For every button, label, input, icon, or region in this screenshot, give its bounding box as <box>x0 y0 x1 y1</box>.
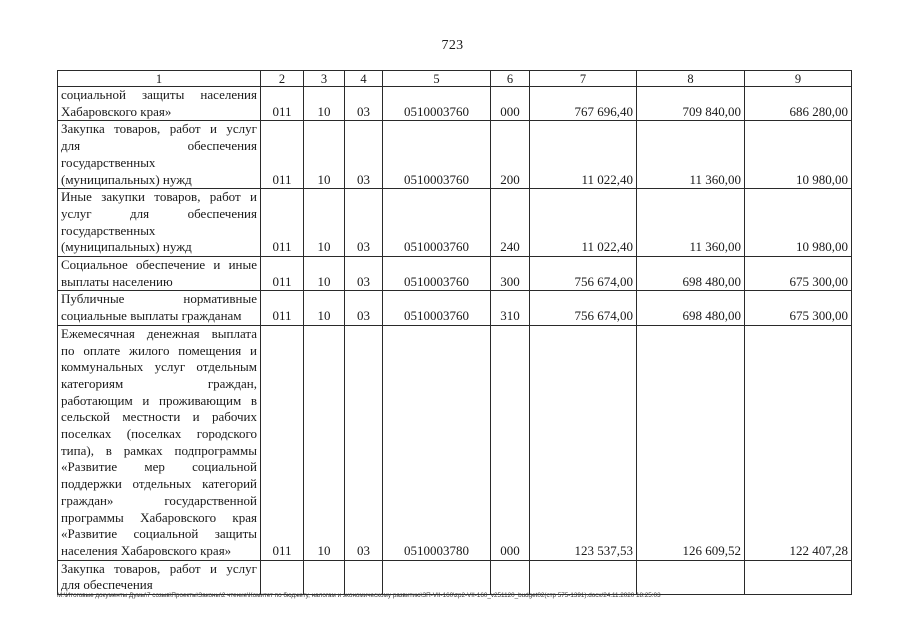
description-line: «Развитие мер социальной <box>61 459 257 475</box>
description-line: по оплате жилого помещения и <box>61 342 257 358</box>
target-article-cell: 0510003780 <box>383 325 491 560</box>
description-line: социальной защиты населения <box>61 87 257 102</box>
description-line: типа), в рамках подпрограммы <box>61 442 257 458</box>
description-line: (муниципальных) нужд <box>61 239 192 255</box>
description-line: для обеспечения <box>61 138 257 154</box>
description-line: Закупка товаров, работ и услуг <box>61 121 257 137</box>
code-cell: 011 <box>261 87 304 121</box>
column-number-header: 8 <box>637 71 745 87</box>
table-row <box>58 291 852 325</box>
section-cell <box>304 560 345 594</box>
description-line: сельской местности и рабочих <box>61 409 257 425</box>
row-description <box>58 87 261 121</box>
description-line: программы Хабаровского края <box>61 509 257 525</box>
amount-year3-cell: 675 300,00 <box>745 291 852 325</box>
column-number-header-row <box>58 71 852 87</box>
description-line: «Развитие социальной защиты <box>61 526 257 542</box>
amount-year1-cell: 767 696,40 <box>530 87 637 121</box>
column-number-header: 3 <box>304 71 345 87</box>
section-cell: 10 <box>304 87 345 121</box>
description-line: коммунальных услуг отдельным <box>61 359 257 375</box>
target-article-cell: 0510003760 <box>383 291 491 325</box>
subsection-cell: 03 <box>345 121 383 189</box>
subsection-cell: 03 <box>345 325 383 560</box>
description-line: социальные выплаты гражданам <box>61 308 242 324</box>
target-article-cell: 0510003760 <box>383 121 491 189</box>
table-row <box>58 325 852 560</box>
amount-year2-cell: 126 609,52 <box>637 325 745 560</box>
table-row <box>58 560 852 594</box>
description-line: Ежемесячная денежная выплата <box>61 325 257 341</box>
description-line: выплаты населению <box>61 273 173 289</box>
amount-year2-cell: 698 480,00 <box>637 257 745 291</box>
row-description <box>58 121 261 189</box>
table-row <box>58 87 852 121</box>
expense-type-cell: 200 <box>491 121 530 189</box>
amount-year3-cell: 675 300,00 <box>745 257 852 291</box>
row-description <box>58 325 261 560</box>
code-cell <box>261 560 304 594</box>
section-cell: 10 <box>304 325 345 560</box>
row-description <box>58 291 261 325</box>
amount-year1-cell: 11 022,40 <box>530 189 637 257</box>
amount-year3-cell: 122 407,28 <box>745 325 852 560</box>
row-description <box>58 189 261 257</box>
description-line: населения Хабаровского края» <box>61 542 232 558</box>
row-description <box>58 560 261 594</box>
section-cell: 10 <box>304 257 345 291</box>
amount-year1-cell <box>530 560 637 594</box>
subsection-cell: 03 <box>345 257 383 291</box>
description-line: поселках (поселках городского <box>61 426 257 442</box>
target-article-cell: 0510003760 <box>383 257 491 291</box>
subsection-cell: 03 <box>345 87 383 121</box>
column-number-header: 9 <box>745 71 852 87</box>
column-number-header: 2 <box>261 71 304 87</box>
amount-year1-cell: 756 674,00 <box>530 257 637 291</box>
column-number-header: 4 <box>345 71 383 87</box>
description-line: работающим и проживающим в <box>61 392 257 408</box>
amount-year3-cell: 10 980,00 <box>745 189 852 257</box>
description-line: для обеспечения <box>61 577 153 593</box>
amount-year3-cell: 686 280,00 <box>745 87 852 121</box>
subsection-cell <box>345 560 383 594</box>
amount-year1-cell: 11 022,40 <box>530 121 637 189</box>
expense-type-cell <box>491 560 530 594</box>
budget-table <box>57 70 852 595</box>
amount-year2-cell: 709 840,00 <box>637 87 745 121</box>
row-description <box>58 257 261 291</box>
target-article-cell: 0510003760 <box>383 87 491 121</box>
table-row <box>58 257 852 291</box>
subsection-cell: 03 <box>345 291 383 325</box>
amount-year2-cell: 698 480,00 <box>637 291 745 325</box>
expense-type-cell: 000 <box>491 87 530 121</box>
code-cell: 011 <box>261 189 304 257</box>
description-line: Закупка товаров, работ и услуг <box>61 560 257 576</box>
document-path-footer: M:\Итоговые документы Думы\7 созыв\Проекты\Законы\2 чтение\Комитет по бюджету, налогам и экономическому развитию\ЗП-VII-160\zp2-VII-160_v251120_budget02(стр 575-1391).docx/24.11.2020 18:25:03 <box>57 592 661 599</box>
target-article-cell <box>383 560 491 594</box>
code-cell: 011 <box>261 325 304 560</box>
table-row <box>58 189 852 257</box>
description-line: Публичные нормативные <box>61 291 257 307</box>
amount-year2-cell: 11 360,00 <box>637 121 745 189</box>
code-cell: 011 <box>261 121 304 189</box>
amount-year3-cell <box>745 560 852 594</box>
description-line: государственных <box>61 154 156 170</box>
code-cell: 011 <box>261 291 304 325</box>
subsection-cell: 03 <box>345 189 383 257</box>
column-number-header: 5 <box>383 71 491 87</box>
description-line: поддержки отдельных категорий <box>61 476 257 492</box>
description-line: граждан» государственной <box>61 492 257 508</box>
code-cell: 011 <box>261 257 304 291</box>
amount-year3-cell: 10 980,00 <box>745 121 852 189</box>
amount-year1-cell: 756 674,00 <box>530 291 637 325</box>
column-number-header: 1 <box>58 71 261 87</box>
description-line: услуг для обеспечения <box>61 205 257 221</box>
page-number: 723 <box>441 38 464 53</box>
column-number-header: 7 <box>530 71 637 87</box>
description-line: Иные закупки товаров, работ и <box>61 189 257 205</box>
amount-year2-cell: 11 360,00 <box>637 189 745 257</box>
amount-year1-cell: 123 537,53 <box>530 325 637 560</box>
table-row <box>58 121 852 189</box>
description-line: Социальное обеспечение и иные <box>61 257 257 273</box>
column-number-header: 6 <box>491 71 530 87</box>
section-cell: 10 <box>304 121 345 189</box>
section-cell: 10 <box>304 291 345 325</box>
amount-year2-cell <box>637 560 745 594</box>
section-cell: 10 <box>304 189 345 257</box>
description-line: государственных <box>61 222 156 238</box>
target-article-cell: 0510003760 <box>383 189 491 257</box>
expense-type-cell: 300 <box>491 257 530 291</box>
expense-type-cell: 240 <box>491 189 530 257</box>
description-line: (муниципальных) нужд <box>61 171 192 187</box>
expense-type-cell: 000 <box>491 325 530 560</box>
description-line: Хабаровского края» <box>61 103 172 119</box>
expense-type-cell: 310 <box>491 291 530 325</box>
description-line: категориям граждан, <box>61 375 257 391</box>
